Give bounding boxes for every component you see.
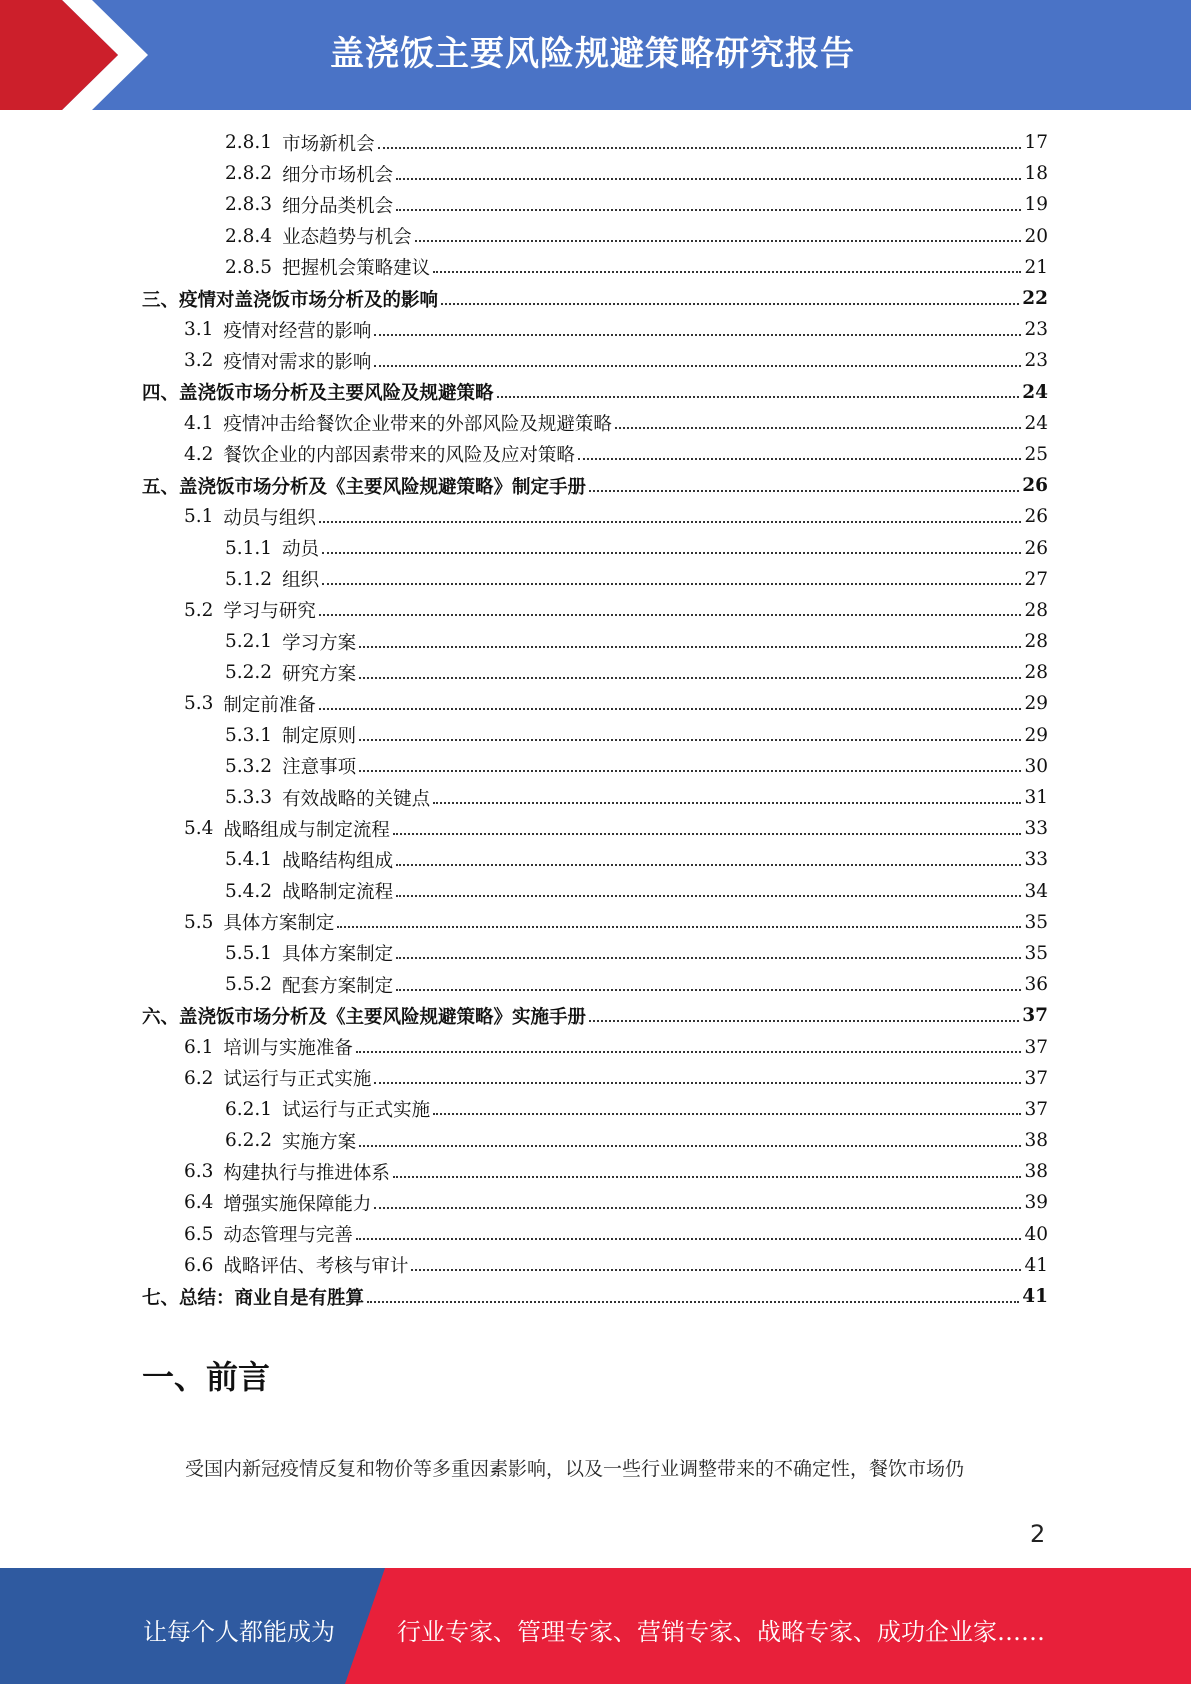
toc-entry-number: 5.2.1: [225, 631, 273, 653]
toc-entry-page: 18: [1024, 163, 1048, 185]
header-title: 盖浇饭主要风险规避策略研究报告: [330, 34, 855, 74]
toc-entry-title: 实施方案: [282, 1131, 357, 1153]
toc-entry[interactable]: [142, 720, 1048, 751]
toc-entry-page: 41: [1022, 1286, 1048, 1308]
toc-entry[interactable]: [142, 470, 1048, 501]
toc-entry-page: 34: [1024, 880, 1048, 902]
toc-entry[interactable]: [142, 1094, 1048, 1125]
toc-entry-number: 5.4.1: [225, 849, 273, 871]
toc-leader-dots: [356, 1051, 1022, 1053]
toc-entry-title: 学习方案: [282, 632, 357, 654]
toc-entry-page: 20: [1024, 225, 1048, 247]
toc-entry-title: 试运行与正式实施: [223, 1069, 372, 1091]
toc-entry-title: 战略结构组成: [282, 850, 394, 872]
toc-entry[interactable]: [142, 1187, 1048, 1218]
toc-entry-page: 37: [1024, 1098, 1048, 1120]
toc-leader-dots: [359, 739, 1021, 741]
toc-entry[interactable]: [142, 127, 1048, 158]
toc-entry-title: 配套方案制定: [282, 975, 394, 997]
toc-leader-dots: [374, 365, 1021, 367]
toc-entry-title: 构建执行与推进体系: [223, 1162, 390, 1184]
toc-entry[interactable]: [142, 532, 1048, 563]
toc-entry-page: 26: [1024, 537, 1048, 559]
toc-entry-page: 17: [1024, 132, 1048, 154]
toc-entry[interactable]: [142, 1156, 1048, 1187]
page-number: 2: [1030, 1520, 1046, 1548]
toc-leader-dots: [396, 178, 1021, 180]
toc-leader-dots: [589, 490, 1019, 492]
toc-entry-number: 6.6: [184, 1254, 214, 1276]
toc-entry-number: 6.4: [184, 1192, 214, 1214]
toc-entry-title: 餐饮企业的内部因素带来的风险及应对策略: [223, 445, 575, 467]
toc-entry-page: 23: [1024, 350, 1048, 372]
toc-entry-number: 5.4.2: [225, 880, 273, 902]
toc-entry[interactable]: [142, 1281, 1048, 1312]
toc-entry-page: 25: [1024, 443, 1048, 465]
toc-entry[interactable]: [142, 657, 1048, 688]
toc-entry[interactable]: [142, 1063, 1048, 1094]
toc-entry[interactable]: [142, 564, 1048, 595]
toc-entry-number: 2.8.3: [225, 194, 273, 216]
toc-entry-page: 33: [1024, 818, 1048, 840]
toc-entry-title: 三、疫情对盖浇饭市场分析及的影响: [142, 289, 439, 311]
toc-entry-title: 战略评估、考核与审计: [223, 1256, 409, 1278]
toc-entry-number: 6.1: [184, 1036, 214, 1058]
toc-entry-title: 细分市场机会: [282, 164, 394, 186]
toc-leader-dots: [497, 396, 1020, 398]
toc-entry[interactable]: [142, 283, 1048, 314]
toc-entry-title: 制定原则: [282, 726, 357, 748]
toc-entry-number: 6.2: [184, 1067, 214, 1089]
toc-leader-dots: [411, 1269, 1021, 1271]
toc-entry-page: 41: [1024, 1254, 1048, 1276]
toc-leader-dots: [337, 926, 1021, 928]
toc-entry-page: 35: [1024, 942, 1048, 964]
toc-entry[interactable]: [142, 408, 1048, 439]
toc-entry-number: 3.2: [184, 350, 214, 372]
toc-entry-page: 22: [1022, 288, 1048, 310]
toc-entry-title: 组织: [282, 570, 320, 592]
toc-entry[interactable]: [142, 626, 1048, 657]
preface-heading: 一、前言: [142, 1358, 271, 1396]
toc-leader-dots: [319, 521, 1022, 523]
toc-entry[interactable]: [142, 1250, 1048, 1281]
toc-entry-page: 38: [1024, 1161, 1048, 1183]
toc-entry[interactable]: [142, 1219, 1048, 1250]
toc-entry[interactable]: [142, 501, 1048, 532]
toc-entry-number: 5.5: [184, 911, 214, 933]
toc-leader-dots: [359, 1145, 1021, 1147]
toc-entry-page: 19: [1024, 194, 1048, 216]
toc-entry-number: 5.3: [184, 693, 214, 715]
toc-entry[interactable]: [142, 751, 1048, 782]
toc-leader-dots: [359, 677, 1021, 679]
toc-entry-page: 40: [1024, 1223, 1048, 1245]
toc-entry[interactable]: [142, 938, 1048, 969]
toc-entry-page: 24: [1024, 412, 1048, 434]
toc-entry-number: 5.3.1: [225, 724, 273, 746]
toc-leader-dots: [589, 1020, 1019, 1022]
footer-slogan-right: 行业专家、管理专家、营销专家、战略专家、成功企业家……: [397, 1618, 1045, 1646]
page-header: [0, 0, 1191, 110]
toc-entry-title: 市场新机会: [282, 133, 375, 155]
toc-entry[interactable]: [142, 439, 1048, 470]
toc-entry-page: 29: [1024, 693, 1048, 715]
toc-entry-title: 学习与研究: [223, 601, 316, 623]
toc-entry-page: 36: [1024, 974, 1048, 996]
toc-leader-dots: [374, 1082, 1021, 1084]
toc-entry-page: 28: [1024, 662, 1048, 684]
toc-entry-number: 5.2.2: [225, 662, 273, 684]
toc-leader-dots: [378, 147, 1022, 149]
toc-entry-page: 37: [1024, 1067, 1048, 1089]
toc-entry[interactable]: [142, 1125, 1048, 1156]
toc-entry-number: 2.8.1: [225, 132, 273, 154]
toc-entry-number: 4.1: [184, 412, 214, 434]
toc-entry-page: 26: [1022, 475, 1048, 497]
toc-entry-number: 5.1: [184, 506, 214, 528]
toc-entry-title: 具体方案制定: [223, 913, 335, 935]
toc-leader-dots: [615, 427, 1022, 429]
toc-entry[interactable]: [142, 314, 1048, 345]
toc-entry[interactable]: [142, 252, 1048, 283]
toc-leader-dots: [396, 864, 1021, 866]
toc-leader-dots: [433, 1113, 1021, 1115]
toc-entry[interactable]: [142, 969, 1048, 1000]
toc-entry-number: 5.3.3: [225, 787, 273, 809]
toc-entry-number: 5.1.2: [225, 568, 273, 590]
toc-entry[interactable]: [142, 1000, 1048, 1031]
toc-entry-page: 24: [1022, 381, 1048, 403]
toc-entry-number: 5.5.2: [225, 974, 273, 996]
toc-entry-number: 2.8.2: [225, 163, 273, 185]
toc-entry-number: 2.8.5: [225, 256, 273, 278]
toc-entry-page: 37: [1022, 1005, 1048, 1027]
toc-entry-title: 疫情对经营的影响: [223, 320, 372, 342]
toc-entry[interactable]: [142, 813, 1048, 844]
toc-entry-number: 5.1.1: [225, 537, 273, 559]
toc-entry-page: 28: [1024, 599, 1048, 621]
toc-entry-title: 战略制定流程: [282, 882, 394, 904]
toc-entry[interactable]: [142, 876, 1048, 907]
toc-leader-dots: [415, 240, 1022, 242]
toc-entry[interactable]: [142, 189, 1048, 220]
toc-leader-dots: [433, 802, 1021, 804]
toc-entry-number: 6.3: [184, 1161, 214, 1183]
toc-entry[interactable]: [142, 345, 1048, 376]
toc-entry-number: 2.8.4: [225, 225, 273, 247]
toc-entry-number: 6.2.2: [225, 1130, 273, 1152]
toc-entry-page: 35: [1024, 911, 1048, 933]
toc-entry-title: 注意事项: [282, 757, 357, 779]
toc-entry[interactable]: [142, 221, 1048, 252]
toc-entry-number: 6.2.1: [225, 1098, 273, 1120]
toc-entry-title: 四、盖浇饭市场分析及主要风险及规避策略: [142, 383, 494, 405]
toc-entry-title: 业态趋势与机会: [282, 227, 412, 249]
toc-entry-title: 五、盖浇饭市场分析及《主要风险规避策略》制定手册: [142, 476, 587, 498]
toc-leader-dots: [396, 895, 1021, 897]
toc-leader-dots: [359, 770, 1021, 772]
toc-entry[interactable]: [142, 907, 1048, 938]
toc-entry-title: 战略组成与制定流程: [223, 819, 390, 841]
toc-leader-dots: [374, 334, 1021, 336]
toc-entry-title: 研究方案: [282, 663, 357, 685]
toc-entry-page: 31: [1024, 787, 1048, 809]
toc-entry-page: 23: [1024, 319, 1048, 341]
toc-entry-number: 4.2: [184, 443, 214, 465]
toc-leader-dots: [319, 614, 1022, 616]
toc-leader-dots: [396, 209, 1021, 211]
toc-entry-title: 疫情冲击给餐饮企业带来的外部风险及规避策略: [223, 414, 612, 436]
toc-leader-dots: [393, 1176, 1022, 1178]
toc-leader-dots: [578, 458, 1022, 460]
toc-leader-dots: [367, 1301, 1019, 1303]
toc-entry-title: 培训与实施准备: [223, 1038, 353, 1060]
toc-entry-number: 5.4: [184, 818, 214, 840]
page-footer: [0, 1568, 1191, 1684]
toc-leader-dots: [393, 833, 1022, 835]
toc-entry-page: 28: [1024, 631, 1048, 653]
toc-entry-page: 38: [1024, 1130, 1048, 1152]
toc-entry-title: 六、盖浇饭市场分析及《主要风险规避策略》实施手册: [142, 1006, 587, 1028]
toc-entry[interactable]: [142, 595, 1048, 626]
toc-leader-dots: [396, 989, 1021, 991]
toc-entry[interactable]: [142, 1031, 1048, 1062]
toc-entry-title: 细分品类机会: [282, 195, 394, 217]
toc-entry-number: 5.5.1: [225, 942, 273, 964]
toc-entry-title: 动员与组织: [223, 507, 316, 529]
toc-entry-title: 疫情对需求的影响: [223, 351, 372, 373]
toc-leader-dots: [319, 708, 1022, 710]
toc-entry[interactable]: [142, 844, 1048, 875]
toc-entry[interactable]: [142, 377, 1048, 408]
toc-leader-dots: [374, 1207, 1021, 1209]
toc-entry-page: 21: [1024, 256, 1048, 278]
toc-leader-dots: [322, 583, 1021, 585]
toc-entry[interactable]: [142, 688, 1048, 719]
toc-entry-title: 具体方案制定: [282, 944, 394, 966]
toc-entry-page: 27: [1024, 568, 1048, 590]
toc-entry-title: 制定前准备: [223, 694, 316, 716]
toc-entry-title: 把握机会策略建议: [282, 258, 431, 280]
toc-entry-page: 30: [1024, 755, 1048, 777]
toc-leader-dots: [396, 957, 1021, 959]
toc-leader-dots: [356, 1238, 1022, 1240]
toc-entry-number: 3.1: [184, 319, 214, 341]
toc-entry-number: 5.3.2: [225, 755, 273, 777]
toc-entry-number: 5.2: [184, 599, 214, 621]
toc-leader-dots: [433, 271, 1021, 273]
preface-paragraph: 受国内新冠疫情反复和物价等多重因素影响，以及一些行业调整带来的不确定性，餐饮市场仍: [185, 1458, 965, 1480]
toc-entry-title: 动态管理与完善: [223, 1225, 353, 1247]
footer-slogan-left: 让每个人都能成为: [143, 1618, 335, 1646]
toc-entry-page: 26: [1024, 506, 1048, 528]
toc-leader-dots: [322, 552, 1021, 554]
toc-entry-title: 七、总结：商业自是有胜算: [142, 1287, 365, 1309]
toc-leader-dots: [441, 303, 1019, 305]
toc-entry-number: 6.5: [184, 1223, 214, 1245]
toc-entry-title: 有效战略的关键点: [282, 788, 431, 810]
table-of-contents: [142, 127, 1048, 1312]
toc-entry[interactable]: [142, 782, 1048, 813]
toc-entry-title: 试运行与正式实施: [282, 1100, 431, 1122]
toc-leader-dots: [359, 646, 1021, 648]
toc-entry-page: 33: [1024, 849, 1048, 871]
toc-entry[interactable]: [142, 158, 1048, 189]
toc-entry-title: 增强实施保障能力: [223, 1193, 372, 1215]
toc-entry-page: 39: [1024, 1192, 1048, 1214]
toc-entry-page: 37: [1024, 1036, 1048, 1058]
toc-entry-title: 动员: [282, 539, 320, 561]
toc-entry-page: 29: [1024, 724, 1048, 746]
